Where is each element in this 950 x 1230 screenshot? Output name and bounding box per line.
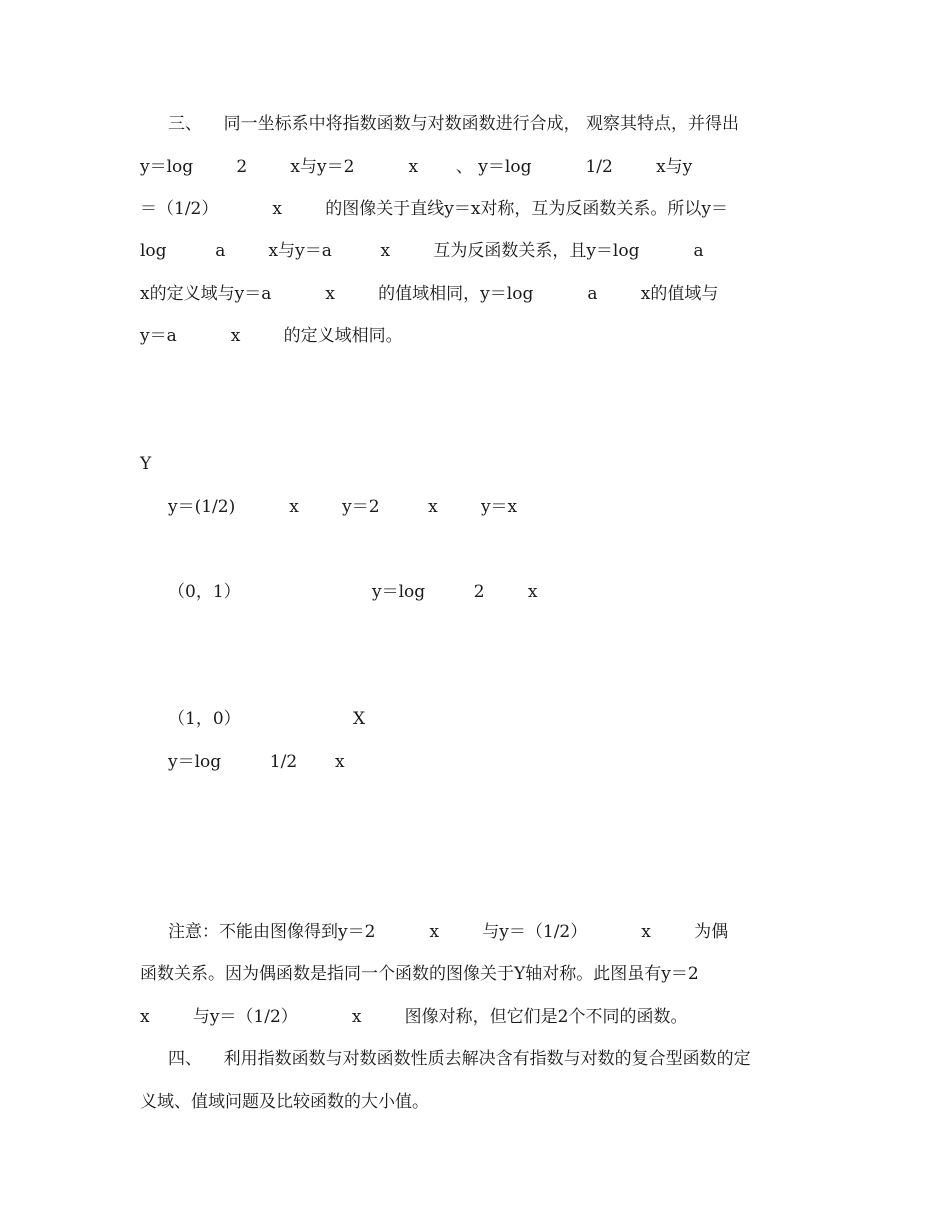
- graph-curve-labels: y＝(1/2) x y＝2 x y＝x: [168, 497, 518, 517]
- note-line-3: x 与y＝（1/2） x 图像对称，但它们是2个不同的函数。: [140, 1007, 688, 1027]
- graph-x-axis-label: X: [353, 709, 366, 729]
- graph-point-0-1: （0，1）: [168, 582, 241, 602]
- graph-y-axis-label: Y: [140, 454, 152, 474]
- note-line-2: 函数关系。因为偶函数是指同一个函数的图像关于Y轴对称。此图虽有y＝2: [140, 964, 699, 984]
- section4-line-1: 四、 利用指数函数与对数函数性质去解决含有指数与对数的复合型函数的定: [168, 1049, 751, 1069]
- graph-log2-label: y＝log 2 x: [372, 582, 538, 602]
- note-line-1: 注意：不能由图像得到y＝2 x 与y＝（1/2） x 为偶: [168, 922, 729, 942]
- graph-log-half-label: y＝log 1/2 x: [168, 752, 345, 772]
- section3-line-2: y＝log 2 x与y＝2 x 、 y＝log 1/2 x与y: [140, 157, 693, 177]
- graph-point-1-0: （1，0）: [168, 709, 241, 729]
- section3-line-4: log a x与y＝a x 互为反函数关系，且y＝log a: [140, 241, 704, 261]
- section3-line-1: 三、 同一坐标系中将指数函数与对数函数进行合成， 观察其特点，并得出: [168, 114, 740, 134]
- section3-line-6: y＝a x 的定义域相同。: [140, 326, 403, 346]
- section3-line-5: x的定义域与y＝a x 的值域相同，y＝log a x的值域与: [140, 284, 719, 304]
- section4-line-2: 义域、值域问题及比较函数的大小值。: [140, 1092, 429, 1112]
- section3-line-3: ＝（1/2） x 的图像关于直线y＝x对称，互为反函数关系。所以y＝: [140, 199, 729, 219]
